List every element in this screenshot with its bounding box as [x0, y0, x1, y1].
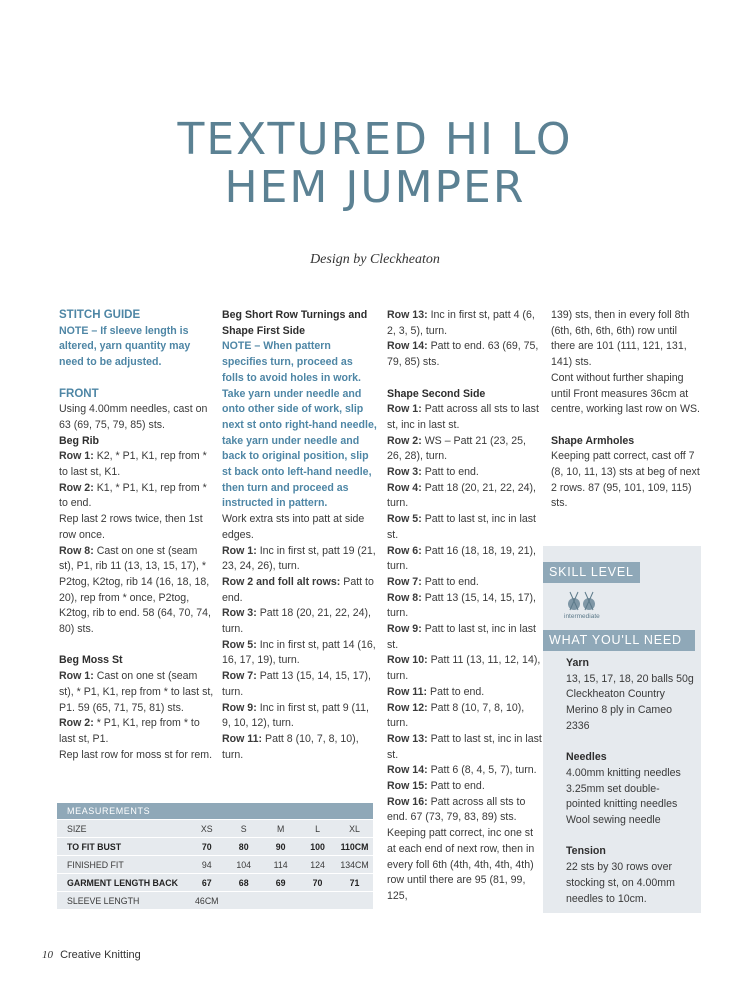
- short-row-note: NOTE – When pattern specifies turn, proceed as folls to avoid holes in work. Take yarn under needle and onto other side of work, slip next st onto right-hand needle, take yarn under needle and back to original position, slip st back onto left-hand needle, then turn and proceed as instructed in pattern.: [222, 340, 377, 510]
- pattern-row: Row 1: Inc in first st, patt 19 (21, 23, 24, 26), turn.: [222, 544, 376, 573]
- title-line-1: TEXTURED HI LO: [177, 114, 573, 165]
- stitch-guide-note: NOTE – If sleeve length is altered, yarn quantity may need to be adjusted.: [59, 324, 191, 369]
- short-row-heading: Beg Short Row Turnings and Shape First Side: [222, 309, 368, 337]
- column-4: [551, 308, 701, 512]
- moss-repeat: Rep last row for moss st for rem.: [59, 748, 213, 761]
- pattern-row: Row 5: Inc in first st, patt 14 (16, 16, 17, 19), turn.: [222, 638, 376, 667]
- materials-list: [566, 656, 694, 907]
- rib-row-1: Row 1: K2, * P1, K1, rep from * to last st, K1.: [59, 450, 207, 479]
- work-extra-text: Work extra sts into patt at side edges.: [222, 513, 365, 541]
- keeping-patt-text: Keeping patt correct, inc one st at each end of next row, then in every foll 6th (4th, 4th, 4th, 4th) row until there are 95 (81, 99, 125,: [387, 827, 535, 902]
- tension-heading: Tension: [566, 845, 606, 858]
- needles-item: 4.00mm knitting needles: [566, 766, 681, 779]
- pattern-row: Row 12: Patt 8 (10, 7, 8, 10), turn.: [387, 701, 525, 730]
- table-row: SLEEVE LENGTH 46CM: [57, 892, 373, 910]
- needles-heading: Needles: [566, 751, 607, 764]
- front-intro: Using 4.00mm needles, cast on 63 (69, 75, 79, 85) sts.: [59, 403, 208, 431]
- pattern-row: Row 10: Patt 11 (13, 11, 12, 14), turn.: [387, 654, 541, 683]
- table-row: SIZE XS S M L XL: [57, 820, 373, 838]
- pattern-row: Row 4: Patt 18 (20, 21, 22, 24), turn.: [387, 481, 536, 510]
- pattern-row: Row 11: Patt to end.: [387, 685, 485, 698]
- armholes-text: Keeping patt correct, cast off 7 (8, 10, 11, 13) sts at beg of next 2 rows. 87 (95, 101, 109, 115) sts.: [551, 450, 700, 510]
- measurements-heading: MEASUREMENTS: [57, 803, 373, 820]
- rib-repeat: Rep last 2 rows twice, then 1st row once.: [59, 513, 203, 541]
- beg-rib-heading: Beg Rib: [59, 434, 100, 447]
- pattern-row: Row 11: Patt 8 (10, 7, 8, 10), turn.: [222, 732, 359, 761]
- rib-row-8: Row 8: Cast on one st (seam st), P1, rib 11 (13, 13, 15, 17), * P2tog, K2tog, rib 14 (16, 18, 18, 20), rep from * once, P2tog, K2tog, rib to end. 58 (64, 70, 74, 80) sts.: [59, 544, 211, 636]
- second-side-heading: Shape Second Side: [387, 387, 486, 400]
- pattern-row: Row 2: WS – Patt 21 (23, 25, 26, 28), turn.: [387, 434, 526, 463]
- publication-name: Creative Knitting: [60, 949, 141, 961]
- cont-shaping-text: Cont without further shaping until Front measures 36cm at centre, working last row on WS.: [551, 371, 700, 416]
- skill-level-heading: SKILL LEVEL: [543, 562, 640, 583]
- pattern-row: Row 7: Patt 13 (15, 14, 15, 17), turn.: [222, 670, 371, 698]
- sidebar-panel: [543, 546, 701, 913]
- page-number: 10: [42, 949, 53, 961]
- table-row: TO FIT BUST 70 80 90 100 110CM: [57, 838, 373, 856]
- pattern-row: Row 1: Patt across all sts to last st, inc in last st.: [387, 403, 539, 431]
- column-2: [222, 308, 377, 763]
- page-title: [0, 116, 750, 212]
- needles-item: Wool sewing needle: [566, 814, 661, 827]
- armholes-heading: Shape Armholes: [551, 434, 635, 447]
- needles-item: 3.25mm set double-pointed knitting needles: [566, 782, 678, 811]
- moss-row-2: Row 2: * P1, K1, rep from * to last st, P1.: [59, 717, 200, 745]
- pattern-row: Row 7: Patt to end.: [387, 575, 479, 588]
- yarn-text: 13, 15, 17, 18, 20 balls 50g Cleckheaton Country Merino 8 ply in Cameo 2336: [566, 672, 694, 732]
- tension-text: 22 sts by 30 rows over stocking st, on 4.00mm needles to 10cm.: [566, 861, 675, 905]
- pattern-row: Row 13: Inc in first st, patt 4 (6, 2, 3, 5), turn.: [387, 309, 535, 337]
- page-footer: [42, 949, 141, 961]
- pattern-row: Row 5: Patt to last st, inc in last st.: [387, 513, 536, 541]
- what-you-need-heading: WHAT YOU'LL NEED: [543, 630, 695, 651]
- pattern-row: Row 14: Patt to end. 63 (69, 75, 79, 85) sts.: [387, 340, 539, 369]
- pattern-row: Row 3: Patt 18 (20, 21, 22, 24), turn.: [222, 607, 371, 636]
- column-1: [59, 308, 214, 763]
- moss-heading: Beg Moss St: [59, 654, 123, 667]
- skill-level-label: intermediate: [564, 613, 600, 620]
- pattern-row: Row 2 and foll alt rows: Patt to end.: [222, 575, 374, 604]
- pattern-row: Row 16: Patt across all sts to end. 67 (73, 79, 83, 89) sts.: [387, 795, 526, 824]
- byline: Design by Cleckheaton: [310, 252, 440, 267]
- pattern-row: Row 14: Patt 6 (8, 4, 5, 7), turn.: [387, 764, 537, 777]
- pattern-row: Row 13: Patt to last st, inc in last st.: [387, 732, 542, 761]
- rib-row-2: Row 2: K1, * P1, K1, rep from * to end.: [59, 481, 207, 510]
- table-row: GARMENT LENGTH BACK 67 68 69 70 71: [57, 874, 373, 892]
- yarn-heading: Yarn: [566, 657, 589, 669]
- column-3: [387, 308, 542, 905]
- pattern-row: Row 9: Inc in first st, patt 9 (11, 9, 10, 12), turn.: [222, 701, 370, 730]
- moss-row-1: Row 1: Cast on one st (seam st), * P1, K1, rep from * to last st, P1. 59 (65, 71, 75, 81) sts.: [59, 670, 214, 714]
- pattern-row: Row 9: Patt to last st, inc in last st.: [387, 623, 536, 651]
- yarn-balls-icon: [565, 590, 599, 612]
- pattern-row: Row 8: Patt 13 (15, 14, 15, 17), turn.: [387, 591, 536, 620]
- table-row: FINISHED FIT 94 104 114 124 134CM: [57, 856, 373, 874]
- measurements-table: [57, 803, 373, 910]
- title-line-2: HEM JUMPER: [224, 162, 526, 213]
- stitch-guide-heading: STITCH GUIDE: [59, 309, 141, 321]
- pattern-row: Row 3: Patt to end.: [387, 466, 479, 479]
- continued-text: 139) sts, then in every foll 8th (6th, 6th, 6th, 6th) row until there are 101 (111, 121, 131, 141) sts.: [551, 309, 690, 369]
- front-heading: FRONT: [59, 387, 99, 400]
- pattern-row: Row 15: Patt to end.: [387, 780, 485, 793]
- pattern-row: Row 6: Patt 16 (18, 18, 19, 21), turn.: [387, 544, 536, 573]
